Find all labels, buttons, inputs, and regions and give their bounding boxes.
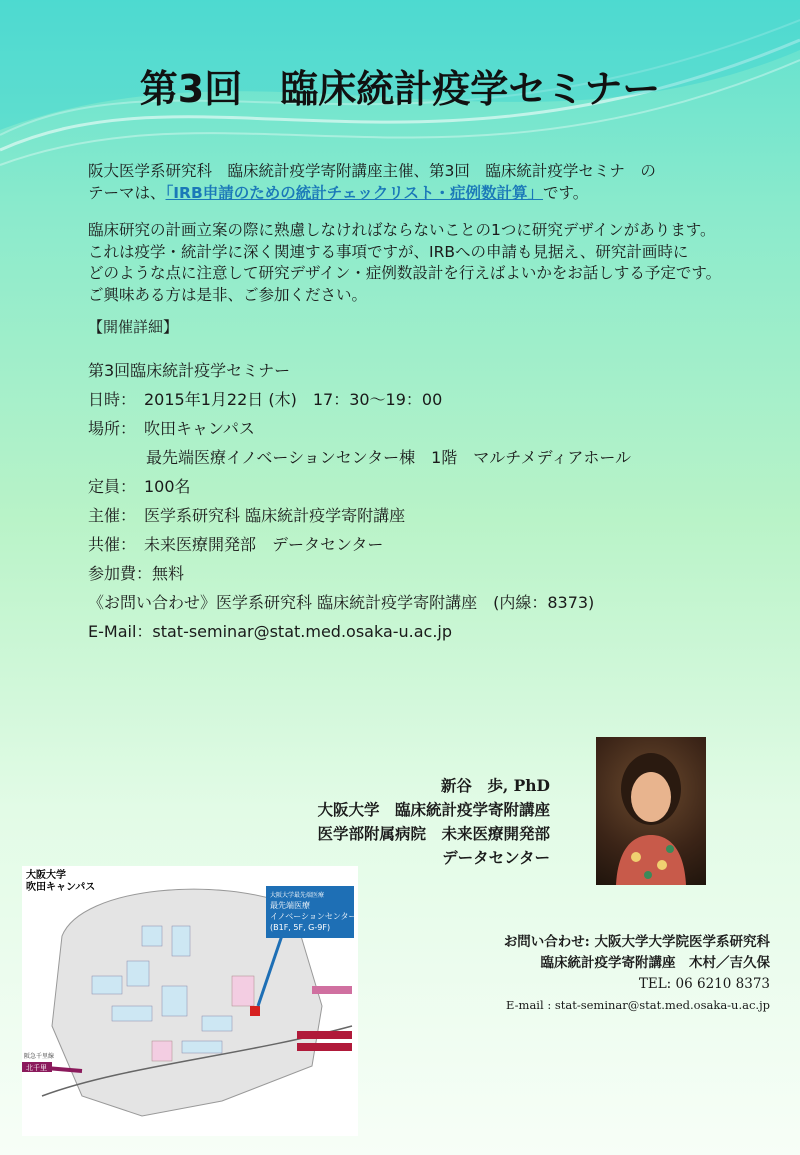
map-callout-line-3: イノベーションセンター [270,912,357,921]
description-paragraph [88,220,728,306]
event-fee: 参加費：無料 [88,564,185,583]
map-callout-line-2: 最先端医療 [270,901,310,910]
map-callout-line-1: 大阪大学最先端医療 [270,892,325,899]
event-place-detail: 最先端医療イノベーションセンター棟 1階 マルチメディアホール [146,448,632,467]
speaker-info [317,774,550,870]
seminar-name: 第3回臨床統計疫学セミナー [88,361,291,380]
description-line: ご興味ある方は是非、ご参加ください。 [88,285,368,304]
map-station-line-label: 阪急千里線 [24,1053,55,1060]
event-datetime: 日時： 2015年1月22日 (木) 17：30～19：00 [88,390,443,409]
event-cohost: 共催： 未来医療開発部 データセンター [88,535,384,554]
intro-text [88,160,728,204]
description-line: どのような点に注意して研究デザイン・症例数設計を行えばよいかをお話しする予定です。 [88,264,722,282]
page-title: 第3回 臨床統計疫学セミナー [139,67,661,111]
description-line: 臨床研究の計画立案の際に熟慮しなければならないことの1つに研究デザインがあります。 [88,221,716,239]
details-heading: 【開催詳細】 [88,318,179,336]
intro-line-1: 阪大医学系研究科 臨床統計疫学寄附講座主催、第3回 臨床統計疫学セミナ の [88,162,656,180]
map-callout-line-4: (B1F, 5F, G-9F) [270,923,331,932]
intro-line-2 [88,182,728,204]
map-station-name: 北千里 [26,1064,47,1072]
speaker-affiliation-1: 大阪大学 臨床統計疫学寄附講座 [317,800,550,819]
speaker-portrait [596,737,706,885]
campus-map [22,866,358,1136]
contact-line-1: お問い合わせ: 大阪大学大学院医学系研究科 [503,934,770,950]
event-place: 場所： 吹田キャンパス [88,419,255,438]
speaker-name: 新谷 歩, PhD [440,776,550,795]
event-capacity: 定員： 100名 [88,477,191,496]
seminar-theme: 「IRB申請のための統計チェックリスト・症例数計算」 [165,184,544,202]
event-details [88,356,631,646]
event-host: 主催： 医学系研究科 臨床統計疫学寄附講座 [88,506,406,525]
event-email: E-Mail：stat-seminar@stat.med.osaka-u.ac.jp [88,622,453,641]
map-campus-label-1: 大阪大学 [26,870,66,881]
intro-theme-suffix: です。 [543,184,589,202]
speaker-affiliation-3: データセンター [442,848,550,867]
contact-tel: TEL: 06 6210 8373 [638,976,770,992]
contact-line-2: 臨床統計疫学寄附講座 木村／吉久保 [540,955,770,971]
intro-theme-prefix: テーマは、 [88,184,166,202]
map-campus-label-2: 吹田キャンパス [26,882,96,893]
venue-marker [250,1006,260,1016]
speaker-photo [596,737,706,885]
speaker-affiliation-2: 医学部附属病院 未来医療開発部 [317,824,550,843]
description-line: これは疫学・統計学に深く関連する事項ですが、IRBへの申請も見据え、研究計画時に [88,242,689,261]
event-inquiry: 《お問い合わせ》医学系研究科 臨床統計疫学寄附講座 (内線：8373) [88,593,595,612]
contact-info [504,932,770,1016]
contact-email: E-mail : stat-seminar@stat.med.osaka-u.ac.jp [506,998,770,1012]
